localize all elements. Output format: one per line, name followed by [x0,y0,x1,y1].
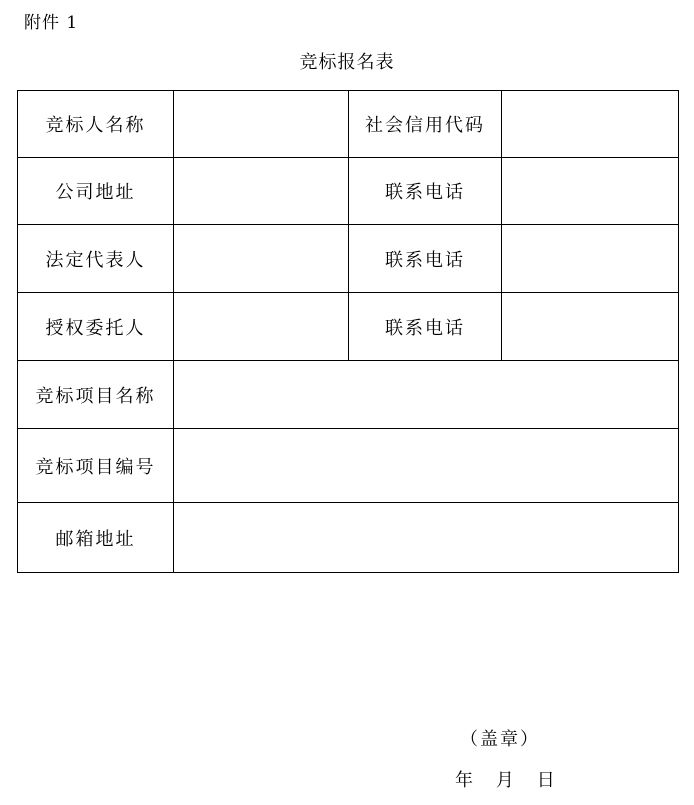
authorized-agent-label: 授权委托人 [18,293,174,361]
credit-code-field[interactable] [502,91,679,158]
project-name-field[interactable] [174,361,679,429]
company-phone-label: 联系电话 [349,158,502,225]
form-title: 竞标报名表 [299,52,395,73]
row-project-number [18,429,679,503]
bidder-name-field[interactable] [174,91,349,158]
email-field[interactable] [174,503,679,573]
company-phone-field[interactable] [502,158,679,225]
attachment-label: 附件 1 [24,13,79,33]
authorized-agent-field[interactable] [174,293,349,361]
company-address-field[interactable] [174,158,349,225]
legal-rep-phone-label: 联系电话 [349,225,502,293]
seal-label: （盖章） [460,729,540,750]
legal-rep-label: 法定代表人 [18,225,174,293]
row-bidder [18,91,679,158]
project-number-field[interactable] [174,429,679,503]
company-address-label: 公司地址 [18,158,174,225]
credit-code-label: 社会信用代码 [349,91,502,158]
row-email [18,503,679,573]
legal-rep-field[interactable] [174,225,349,293]
email-label: 邮箱地址 [18,503,174,573]
project-number-label: 竞标项目编号 [18,429,174,503]
row-legal-rep [18,225,679,293]
agent-phone-field[interactable] [502,293,679,361]
project-name-label: 竞标项目名称 [18,361,174,429]
row-authorized-agent [18,293,679,361]
row-project-name [18,361,679,429]
legal-rep-phone-field[interactable] [502,225,679,293]
agent-phone-label: 联系电话 [349,293,502,361]
registration-form-table [17,90,679,573]
row-company-address [18,158,679,225]
bidder-name-label: 竞标人名称 [18,91,174,158]
date-label: 年 月 日 [455,770,555,791]
